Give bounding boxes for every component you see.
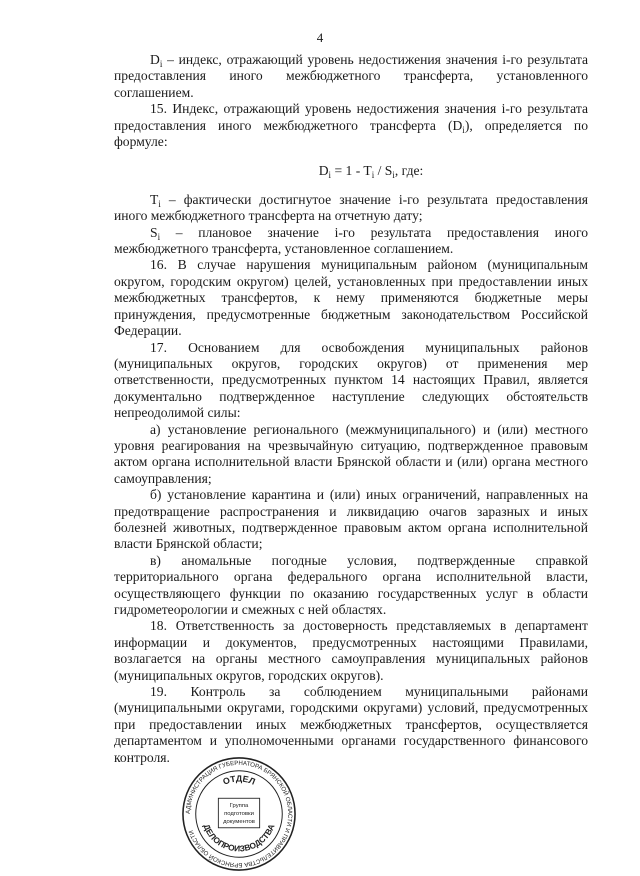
paragraph-15: 15. Индекс, отражающий уровень недостижения значения i-го результата предоставления иного межбюджетного трансферта $(D_i)$, определяется по формуле: [114,101,588,150]
stamp-seal [180,755,298,873]
paragraph-19: 19. Контроль за соблюдением муниципальными районами (муниципальными округами, городскими округами) условий, предусмотренных при предоставлении иных межбюджетных трансфертов, осуществляется департаментом и уполномоченными органами государственного финансового контроля. [114,684,588,765]
seal-center-line-1: Группа [229,803,249,810]
seal-center-line-3: документов [223,818,255,825]
formula: $D_i = 1 - T_i / S_i$, где: [318,163,424,181]
paragraph-si-definition: $S_i$ – плановое значение i-го результата предоставления иного межбюджетного трансферта, установленное соглашением. [114,224,588,257]
seal-center-line-2: подготовки [224,810,254,817]
paragraph-17b: б) установление карантина и (или) иных ограничений, направленных на предотвращение распространения и ликвидацию очагов заразных и иных болезней животных, подтвержденное правовым актом органа исполнительной власти Брянской области; [114,487,588,552]
paragraph-16: 16. В случае нарушения муниципальным районом (муниципальным округом, городским округом) целей, установленных при предоставлении иных межбюджетных трансфертов, к нему применяются бюджетные меры принуждения, предусмотренные бюджетным законодательством Российской Федерации. [114,257,588,339]
paragraph-17a: а) установление регионального (межмуниципального) и (или) местного уровня реагирования на чрезвычайную ситуацию, подтвержденное правовым актом органа исполнительной власти Брянской области и (или) органа местного самоуправления; [114,421,588,486]
paragraph-ti-definition: $T_i$ – фактически достигнутое значение i-го результата предоставления иного межбюджетного трансферта на отчетную дату; [114,191,588,224]
seal-inner-bottom: ДЕЛОПРОИЗВОДСТВА [201,822,277,854]
paragraph-18: 18. Ответственность за достоверность представляемых в департамент информации и документов, предусмотренных настоящими Правилами, возлагается на органы местного самоуправления муниципальных районов (муниципальных округов, городских округов). [114,618,588,683]
paragraph-17: 17. Основанием для освобождения муниципальных районов (муниципальных округов, городских округов) от применения мер ответственности, предусмотренных пунктом 14 настоящих Правил, является документально подтвержденное наступление следующих обстоятельств непреодолимой силы: [114,339,588,421]
paragraph-17c: в) аномальные погодные условия, подтвержденные справкой территориального органа федерального органа исполнительной власти, осуществляющего функции по оказанию государственных услуг в области гидрометеорологии и смежных с ней областях. [114,552,588,617]
page-number: 4 [316,30,324,45]
document-body [114,52,588,766]
seal-ring-text: АДМИНИСТРАЦИЯ ГУБЕРНАТОРА БРЯНСКОЙ ОБЛАСТИ И ПРАВИТЕЛЬСТВА БРЯНСКОЙ ОБЛАСТИ [184,759,294,869]
paragraph-di-definition: $D_i$ – индекс, отражающий уровень недостижения значения i-го результата предоставления иного межбюджетного трансферта, установленного соглашением. [114,52,588,100]
seal-inner-top: ОТДЕЛ [221,773,257,787]
